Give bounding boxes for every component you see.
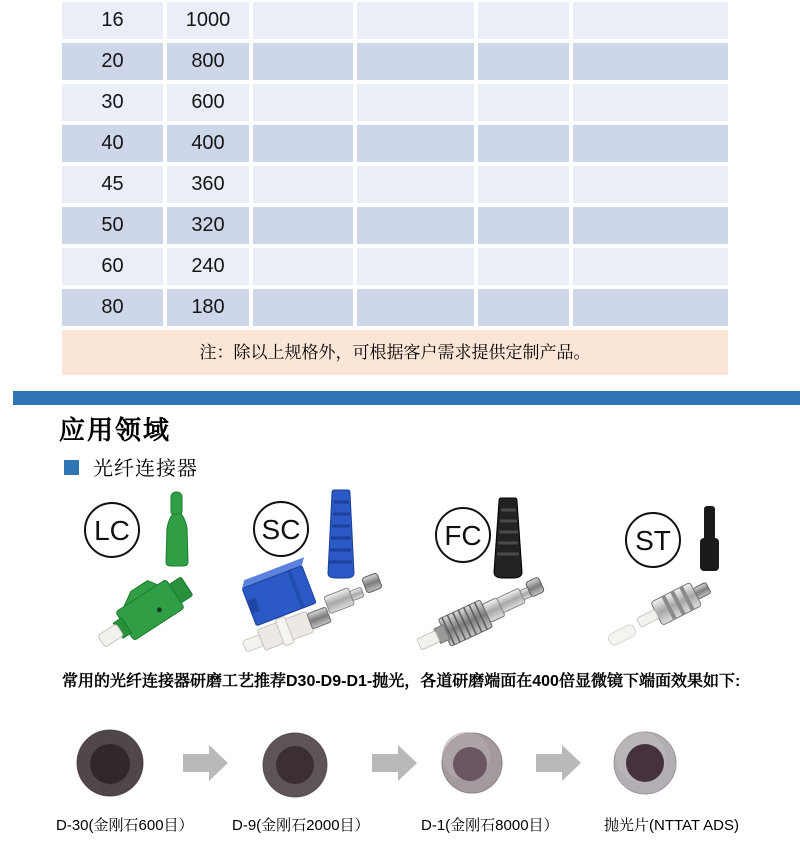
table-cell — [253, 125, 353, 162]
table-cell: 50 — [62, 207, 163, 244]
table-cell: 16 — [62, 2, 163, 39]
arrow-right-icon — [372, 745, 417, 781]
table-cell — [573, 84, 728, 121]
table-cell: 80 — [62, 289, 163, 326]
table-cell: 1000 — [167, 2, 249, 39]
table-cell — [357, 248, 474, 285]
table-cell: 20 — [62, 43, 163, 80]
table-row — [62, 2, 728, 39]
table-cell — [253, 207, 353, 244]
table-cell — [357, 84, 474, 121]
table-cell — [253, 166, 353, 203]
table-cell — [253, 43, 353, 80]
process-caption: 常用的光纤连接器研磨工艺推荐D30-D9-D1-抛光，各道研磨端面在400倍显微镜下端面效果如下: — [62, 673, 741, 690]
table-cell — [573, 207, 728, 244]
lc-label: LC — [94, 515, 130, 546]
lc-connector-body — [87, 564, 196, 656]
table-cell: 240 — [167, 248, 249, 285]
table-cell: 30 — [62, 84, 163, 121]
table-cell — [478, 248, 569, 285]
fc-connector-body — [413, 593, 507, 658]
table-cell — [478, 125, 569, 162]
table-row — [62, 43, 728, 80]
table-note: 注：除以上规格外，可根据客户需求提供定制产品。 — [62, 330, 728, 375]
table-cell — [357, 43, 474, 80]
st-connector-figure — [607, 506, 719, 647]
table-row — [62, 248, 728, 285]
fc-boot — [494, 498, 522, 578]
table-cell: 600 — [167, 84, 249, 121]
table-cell: 180 — [167, 289, 249, 326]
table-cell: 40 — [62, 125, 163, 162]
sc-label: SC — [261, 514, 301, 545]
table-row — [62, 166, 728, 203]
bullet-square-icon — [64, 460, 79, 475]
table-row — [62, 289, 728, 326]
table-cell — [573, 166, 728, 203]
sc-connector-figure — [239, 490, 382, 660]
table-row — [62, 84, 728, 121]
sc-crimp-ring — [362, 573, 383, 594]
step-label: 抛光片(NTTAT ADS) — [604, 817, 740, 834]
connector-figures — [0, 488, 800, 663]
table-cell — [253, 289, 353, 326]
arrow-right-icon — [183, 745, 228, 781]
table-row — [62, 207, 728, 244]
table-cell — [357, 166, 474, 203]
table-cell — [573, 2, 728, 39]
table-row — [62, 125, 728, 162]
st-label: ST — [635, 525, 671, 556]
sc-boot — [328, 490, 354, 578]
step-label: D-9(金刚石2000目） — [232, 817, 370, 834]
section-title: 应用领域 — [59, 415, 172, 445]
table-cell: 320 — [167, 207, 249, 244]
table-cell: 45 — [62, 166, 163, 203]
st-connector-body — [633, 576, 714, 635]
polish-step-d1 — [442, 732, 502, 793]
table-cell — [357, 2, 474, 39]
table-cell — [478, 166, 569, 203]
table-cell — [253, 84, 353, 121]
fc-label: FC — [444, 520, 482, 551]
arrow-right-icon — [536, 745, 581, 781]
lc-connector-figure — [85, 492, 196, 656]
table-cell: 800 — [167, 43, 249, 80]
polish-step-d9 — [263, 733, 327, 797]
table-cell — [357, 289, 474, 326]
spec-table — [62, 2, 728, 375]
table-cell: 400 — [167, 125, 249, 162]
lc-boot — [166, 492, 188, 566]
table-cell: 60 — [62, 248, 163, 285]
sc-crimp-cylinder — [324, 583, 366, 613]
bullet-label: 光纤连接器 — [93, 458, 198, 480]
polish-step-final — [614, 732, 676, 794]
table-cell — [573, 43, 728, 80]
step-label: D-1(金刚石8000目） — [421, 817, 559, 834]
fc-connector-figure — [413, 498, 545, 658]
table-cell — [573, 248, 728, 285]
step-label: D-30(金刚石600目） — [56, 817, 194, 834]
table-cell — [573, 125, 728, 162]
st-loose-tube — [607, 623, 637, 646]
table-cell — [253, 248, 353, 285]
table-cell: 360 — [167, 166, 249, 203]
section-divider-bar — [13, 391, 800, 405]
table-cell — [478, 289, 569, 326]
table-cell — [253, 2, 353, 39]
polish-step-d30 — [77, 730, 143, 796]
table-cell — [478, 207, 569, 244]
table-cell — [478, 43, 569, 80]
st-boot — [700, 506, 719, 571]
table-cell — [357, 125, 474, 162]
table-cell — [357, 207, 474, 244]
table-cell — [478, 84, 569, 121]
table-cell — [573, 289, 728, 326]
table-cell — [478, 2, 569, 39]
